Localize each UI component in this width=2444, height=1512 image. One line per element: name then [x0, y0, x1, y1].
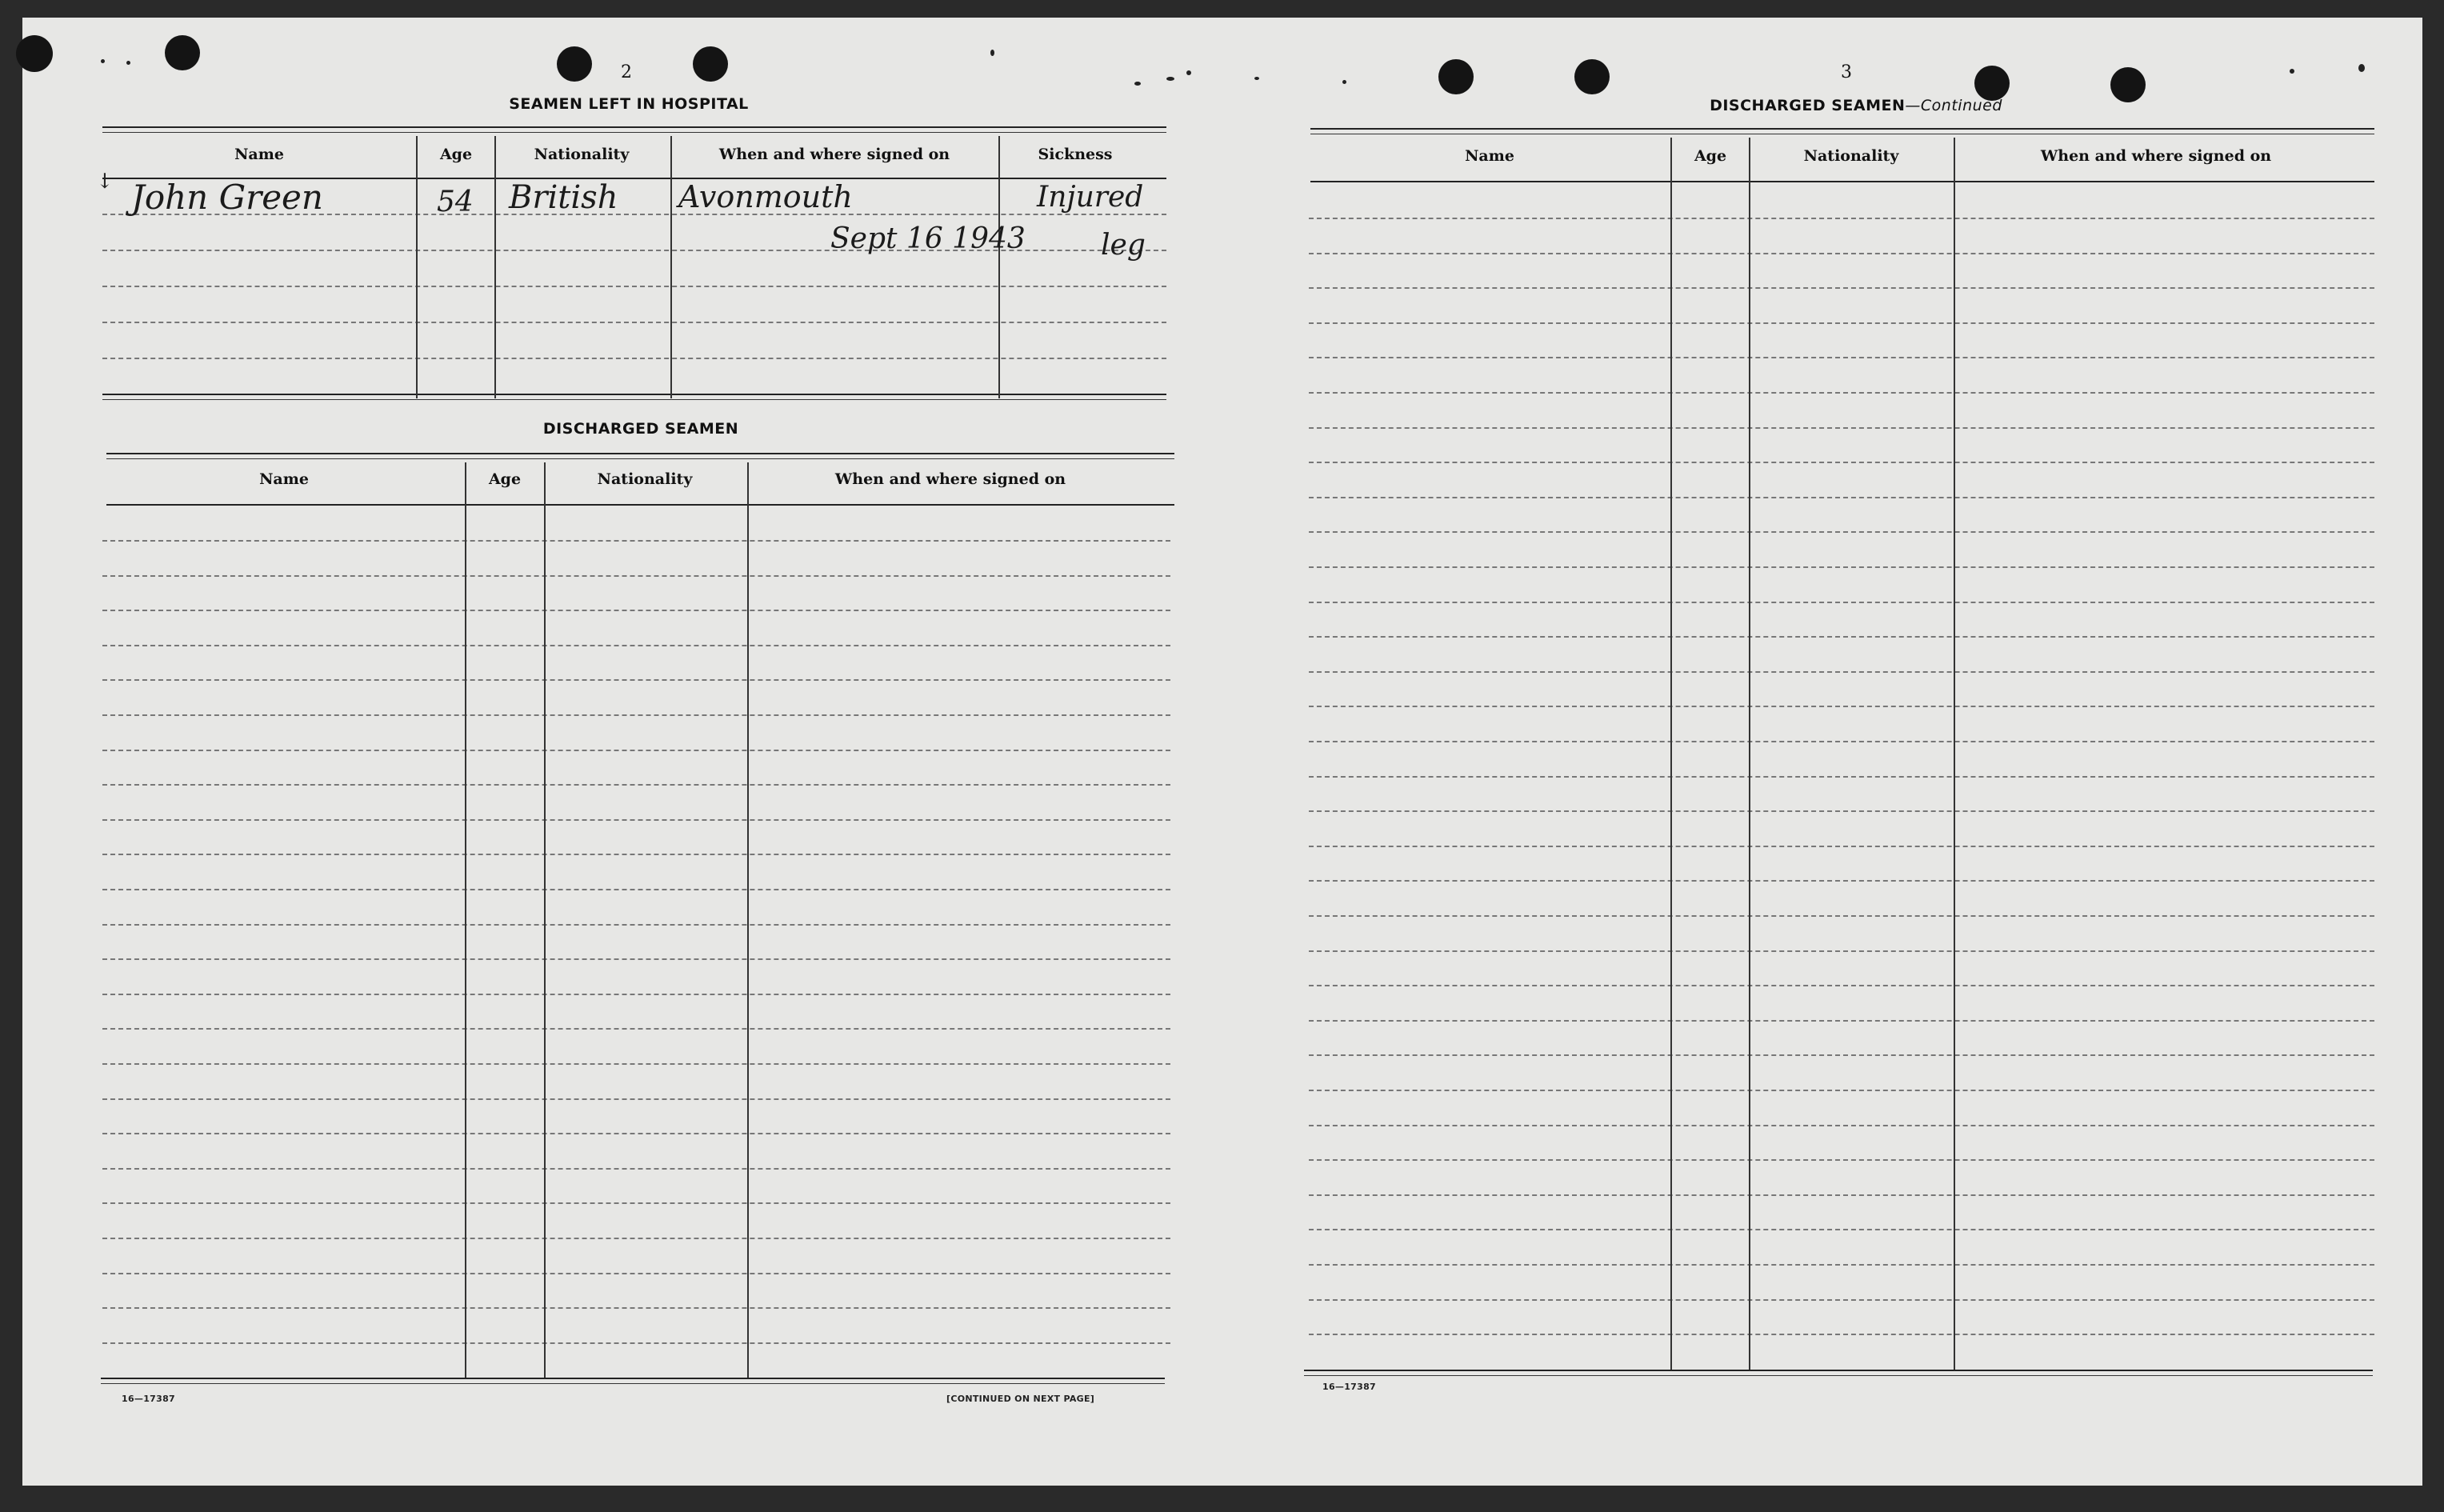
ruled-row-line [102, 1133, 1170, 1134]
hospital-col-divider [494, 136, 496, 398]
ruled-row-line [102, 784, 1170, 786]
ruled-row-line [1309, 846, 2374, 847]
ruled-row-line [1309, 741, 2374, 742]
discharged-col-divider [465, 462, 466, 1378]
ruled-row-line [1309, 950, 2374, 952]
ruled-row-line [1309, 1159, 2374, 1161]
ruled-row-line [1309, 776, 2374, 778]
ruled-row-line [102, 679, 1170, 681]
discharged-table-bottom-rule-2 [101, 1383, 1165, 1384]
right-col-divider [1670, 138, 1672, 1370]
ink-speck [1166, 77, 1174, 81]
ruled-row-line [102, 1028, 1170, 1030]
right-col-name: Name [1465, 147, 1514, 165]
discharged-table-bottom-rule [101, 1378, 1165, 1379]
hospital-table-bottom-rule-2 [102, 399, 1166, 400]
punch-hole [165, 35, 200, 70]
discharged-table-top-rule [106, 453, 1174, 454]
right-table-bottom-rule-2 [1304, 1375, 2373, 1376]
hospital-table-bottom-rule [102, 394, 1166, 395]
hospital-row-line [102, 322, 1166, 323]
ruled-row-line [1309, 531, 2374, 533]
ruled-row-line [102, 645, 1170, 646]
discharged-table-top-rule-2 [106, 458, 1174, 459]
discharged-continued-title-main: DISCHARGED SEAMEN [1710, 97, 1906, 114]
ruled-row-line [1309, 1299, 2374, 1301]
discharged-col-nationality: Nationality [597, 470, 693, 488]
ruled-row-line [1309, 1334, 2374, 1335]
ruled-row-line [102, 994, 1170, 995]
punch-hole [1438, 59, 1474, 94]
ink-speck [1134, 82, 1141, 86]
ruled-row-line [102, 958, 1170, 960]
ruled-row-line [1309, 218, 2374, 219]
ruled-row-line [102, 854, 1170, 855]
entry-signed-on-place: Avonmouth [678, 179, 853, 214]
hospital-row-line [102, 286, 1166, 287]
ruled-row-line [1309, 1125, 2374, 1126]
hospital-col-divider [998, 136, 1000, 398]
check-mark: ↓ [96, 170, 114, 194]
entry-signed-on-date: Sept 16 1943 [830, 222, 1026, 255]
continued-suffix: —Continued [1905, 97, 2002, 114]
ruled-row-line [102, 1238, 1170, 1239]
ruled-row-line [102, 924, 1170, 926]
hospital-row-line [102, 358, 1166, 359]
ruled-row-line [1309, 322, 2374, 324]
ruled-row-line [1309, 357, 2374, 358]
hospital-table-top-rule-2 [102, 132, 1166, 133]
punch-hole [16, 35, 53, 72]
punch-hole [557, 46, 592, 82]
punch-hole [1974, 66, 2010, 101]
hospital-table-top-rule [102, 126, 1166, 128]
ink-speck [126, 61, 130, 65]
ruled-row-line [102, 750, 1170, 751]
ink-speck [1342, 80, 1346, 84]
punch-hole [2110, 67, 2146, 102]
ruled-row-line [1309, 1194, 2374, 1196]
ruled-row-line [1309, 287, 2374, 289]
entry-sickness-2: leg [1101, 229, 1146, 262]
ruled-row-line [102, 610, 1170, 611]
ruled-row-line [102, 1307, 1170, 1309]
entry-age: 54 [437, 186, 474, 218]
ink-speck [1186, 70, 1191, 75]
ruled-row-line [102, 1342, 1170, 1344]
right-header-rule [1310, 181, 2374, 182]
hospital-col-divider [670, 136, 672, 398]
hospital-col-nationality: Nationality [534, 146, 630, 163]
right-col-age: Age [1694, 147, 1727, 165]
right-col-divider [1749, 138, 1750, 1370]
discharged-section-title: DISCHARGED SEAMEN [542, 420, 739, 438]
page-number-left: 2 [621, 62, 632, 82]
hospital-col-sickness: Sickness [1038, 146, 1113, 163]
hospital-col-signed-on: When and where signed on [718, 146, 950, 163]
right-table-bottom-rule [1304, 1370, 2373, 1371]
hospital-col-age: Age [439, 146, 473, 163]
ruled-row-line [1309, 1090, 2374, 1091]
ruled-row-line [1309, 915, 2374, 917]
discharged-col-divider [544, 462, 546, 1378]
right-col-nationality: Nationality [1803, 147, 1899, 165]
ruled-row-line [1309, 392, 2374, 394]
ink-speck [2290, 69, 2294, 74]
discharged-continued-title [1710, 97, 2002, 114]
ruled-row-line [1309, 1264, 2374, 1266]
ink-speck [1254, 77, 1259, 80]
ruled-row-line [1309, 1054, 2374, 1056]
ruled-row-line [1309, 602, 2374, 603]
ruled-row-line [1309, 1020, 2374, 1022]
ruled-row-line [102, 1098, 1170, 1100]
ruled-row-line [102, 1273, 1170, 1274]
discharged-col-divider [747, 462, 749, 1378]
ruled-row-line [1309, 810, 2374, 812]
ink-speck [101, 59, 105, 63]
ruled-row-line [1309, 253, 2374, 254]
ink-speck [2358, 64, 2365, 72]
form-number-right: 16—17387 [1322, 1382, 1376, 1392]
discharged-header-rule [106, 504, 1174, 506]
ruled-row-line [1309, 462, 2374, 463]
ruled-row-line [1309, 671, 2374, 673]
right-col-signed-on: When and where signed on [2040, 147, 2272, 165]
ruled-row-line [102, 714, 1170, 716]
discharged-col-name: Name [259, 470, 309, 488]
ruled-row-line [102, 1202, 1170, 1204]
ruled-row-line [1309, 566, 2374, 568]
page-number-right: 3 [1841, 62, 1852, 82]
document-sheet [22, 18, 2422, 1486]
ruled-row-line [102, 540, 1170, 542]
ruled-row-line [102, 819, 1170, 821]
hospital-col-divider [416, 136, 418, 398]
ruled-row-line [102, 1168, 1170, 1170]
ruled-row-line [1309, 427, 2374, 429]
discharged-col-age: Age [488, 470, 522, 488]
hospital-col-name: Name [234, 146, 284, 163]
ruled-row-line [102, 1063, 1170, 1065]
punch-hole [693, 46, 728, 82]
right-col-divider [1954, 138, 1955, 1370]
discharged-col-signed-on: When and where signed on [834, 470, 1066, 488]
ink-speck [990, 50, 994, 56]
continued-note: [CONTINUED ON NEXT PAGE] [946, 1394, 1095, 1404]
entry-name: John Green [131, 178, 323, 217]
hospital-section-title: SEAMEN LEFT IN HOSPITAL [509, 95, 749, 113]
ruled-row-line [1309, 1229, 2374, 1230]
ruled-row-line [1309, 706, 2374, 707]
entry-nationality: British [509, 179, 618, 216]
ruled-row-line [1309, 497, 2374, 498]
ruled-row-line [1309, 880, 2374, 882]
ruled-row-line [102, 889, 1170, 890]
ruled-row-line [1309, 636, 2374, 638]
punch-hole [1574, 59, 1610, 94]
entry-sickness-1: Injured [1037, 181, 1144, 214]
form-number-left: 16—17387 [122, 1394, 175, 1404]
ruled-row-line [1309, 985, 2374, 986]
right-table-top-rule [1310, 128, 2374, 130]
ruled-row-line [102, 575, 1170, 577]
